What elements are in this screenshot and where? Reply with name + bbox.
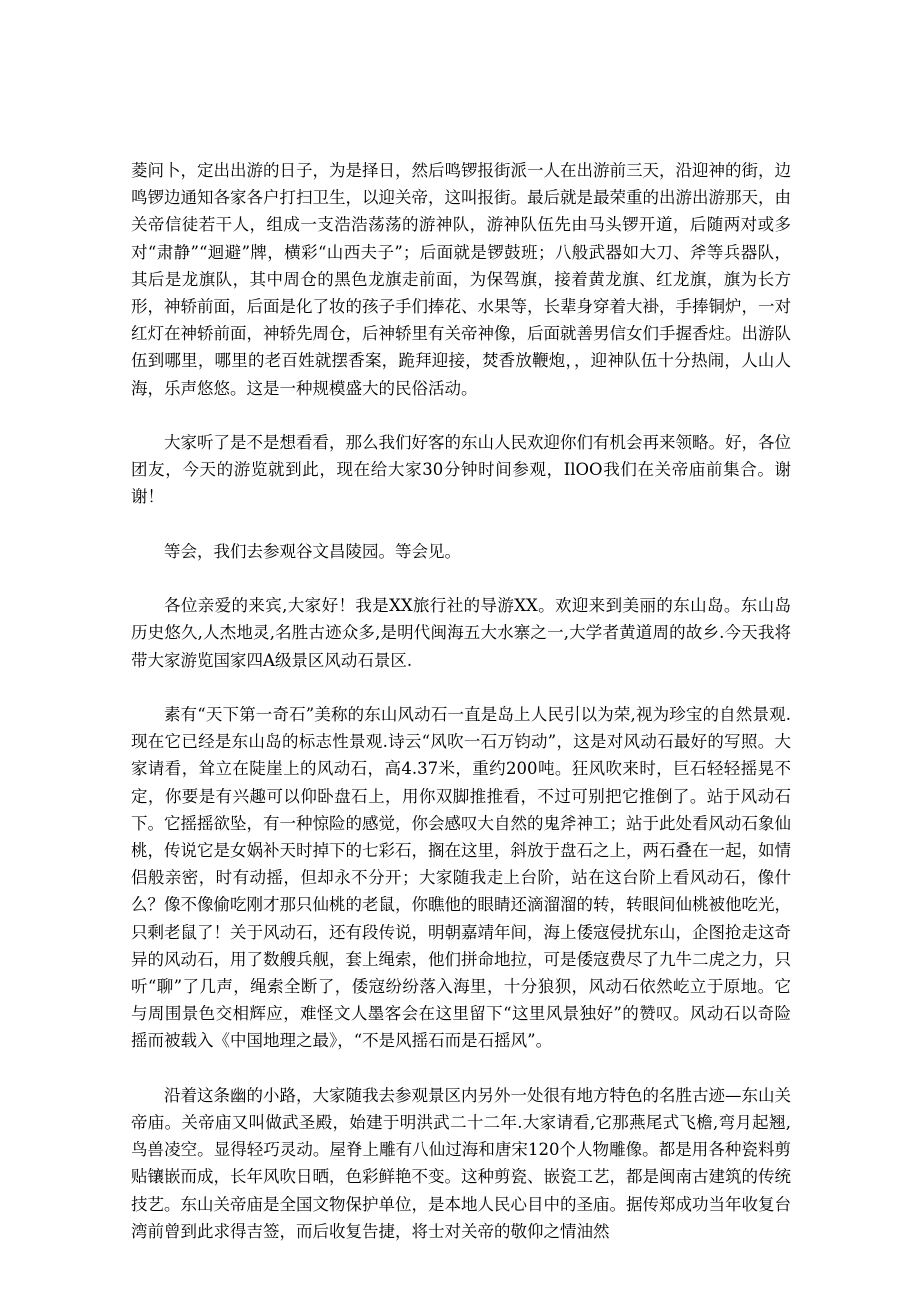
paragraph-2: 大家听了是不是想看看，那么我们好客的东山人民欢迎你们有机会再来领略。好，各位团友，今天的游览就到此，现在给大家30分钟时间参观，IlOO我们在关帝庙前集合。谢谢！: [131, 433, 791, 507]
paragraph-4: 各位亲爱的来宾,大家好！我是XX旅行社的导游XX。欢迎来到美丽的东山岛。东山岛历史悠久,人杰地灵,名胜古迹众多,是明代闽海五大水寨之一,大学者黄道周的故乡.今天我将带大家游览国家四A级景区风动石景区.: [131, 596, 791, 670]
paragraph-1: 菱问卜，定出出游的日子，为是择日，然后鸣锣报街派一人在出游前三天，沿迎神的街，边鸣锣边通知各家各户打扫卫生，以迎关帝，这叫报街。最后就是最荣重的出游出游那天，由关帝信徒若干人，组成一支浩浩荡荡的游神队，游神队伍先由马头锣开道，后随两对或多对“肃静”“迴避”牌，横彩“山西夫子”；后面就是锣鼓班；八般武器如大刀、斧等兵器队，其后是龙旗队，其中周仓的黑色龙旗走前面，为保驾旗，接着黄龙旗、红龙旗，旗为长方形，神轿前面，后面是化了妆的孩子手们捧花、水果等，长辈身穿着大褂，手捧铜炉，一对红灯在神轿前面，神轿先周仓，后神轿里有关帝神像，后面就善男信女们手握香炷。出游队伍到哪里，哪里的老百姓就摆香案，跪拜迎接，焚香放鞭炮，，迎神队伍十分热闹，人山人海，乐声悠悠。这是一种规模盛大的民俗活动。: [131, 161, 791, 398]
paragraph-5: 素有“天下第一奇石”美称的东山风动石一直是岛上人民引以为荣,视为珍宝的自然景观.现在它已经是东山岛的标志性景观.诗云“风吹一石万钧动”，这是对风动石最好的写照。大家请看，耸立在陡崖上的风动石，高4.37米，重约200吨。狂风吹来时，巨石轻轻摇晃不定，你要是有兴趣可以仰卧盘石上，用你双脚推推看，不过可别把它推倒了。站于风动石下。它摇摇欲坠，有一种惊险的感觉，你会感叹大自然的鬼斧神工；站于此处看风动石象仙桃，传说它是女娲补天时掉下的七彩石，搁在这里，斜放于盘石之上，两石叠在一起，如情侣般亲密，时有动摇，但却永不分开；大家随我走上台阶，站在这台阶上看风动石，像什么？像不像偷吃刚才那只仙桃的老鼠，你瞧他的眼睛还滴溜溜的转，转眼间仙桃被他吃光，只剩老鼠了！关于风动石，还有段传说，明朝嘉靖年间，海上倭寇侵扰东山，企图抢走这奇异的风动石，用了数艘兵舰，套上绳索，他们拼命地拉，可是倭寇费尽了九牛二虎之力，只听“聊”了几声，绳索全断了，倭寇纷纷落入海里，十分狼狈，风动石依然屹立于原地。它与周围景色交相辉应，难怪文人墨客会在这里留下“这里风景独好”的赞叹。风动石以奇险摇而被载入《中国地理之最》，“不是风摇石而是石摇风”。: [131, 705, 791, 1051]
document-body: [131, 157, 791, 1245]
paragraph-3: 等会，我们去参观谷文昌陵园。等会见。: [164, 541, 461, 561]
paragraph-6: 沿着这条幽的小路，大家随我去参观景区内另外一处很有地方特色的名胜古迹—东山关帝庙。关帝庙又叫做武圣殿，始建于明洪武二十二年.大家请看,它那燕尾式飞檐,弯月起翘,鸟兽凌空。显得轻巧灵动。屋脊上雕有八仙过海和唐宋120个人物雕像。都是用各种瓷料剪贴镶嵌而成，长年风吹日晒，色彩鲜艳不变。这种剪瓷、嵌瓷工艺，都是闽南古建筑的传统技艺。东山关帝庙是全国文物保护单位，是本地人民心目中的圣庙。据传郑成功当年收复台湾前曾到此求得吉签，而后收复告捷，将士对关帝的敬仰之情油然: [131, 1085, 791, 1241]
